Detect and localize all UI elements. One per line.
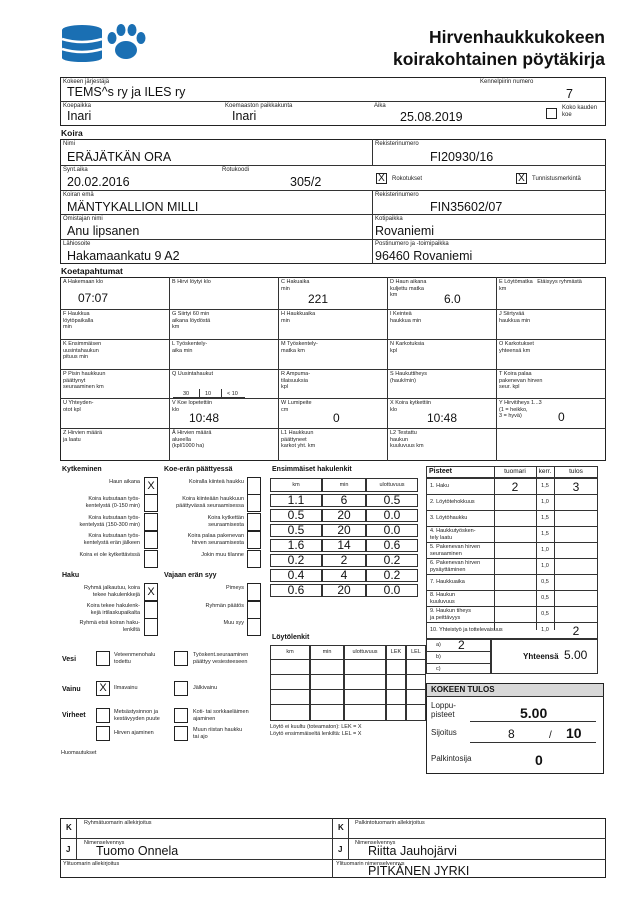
event-cell-value: 221 — [308, 292, 329, 306]
first-barks-value: 1.6 — [287, 538, 305, 552]
first-barks-value: 0.0 — [383, 508, 401, 522]
place-separator: / — [549, 730, 552, 741]
points-row-label: 3. Löytöhaukku — [430, 515, 468, 521]
event-cell[interactable] — [278, 398, 387, 428]
sub-b-label: b) — [436, 654, 441, 660]
event-cell-value: 0 — [333, 411, 340, 425]
event-cell[interactable] — [169, 428, 278, 461]
chief-judge-name: PITKÄNEN JYRKI — [368, 864, 470, 878]
event-cell[interactable] — [387, 369, 496, 398]
address-value: Hakamaankatu 9 A2 — [67, 249, 180, 263]
fullday-checkbox[interactable] — [546, 108, 557, 119]
event-cell-value: 07:07 — [78, 291, 109, 305]
first-barks-value: 0.6 — [287, 583, 305, 597]
event-cell[interactable] — [278, 339, 387, 369]
found-header: LEK — [390, 649, 402, 655]
koe_era-item-checkbox[interactable] — [247, 494, 261, 512]
vainu1-label: Ilmavainu — [114, 685, 138, 691]
group-name-label: Nimenselvennys — [84, 840, 125, 846]
found-column[interactable] — [310, 645, 344, 721]
found-header: ulottuvuus — [352, 649, 378, 655]
found-column[interactable] — [406, 645, 426, 721]
haku-title: Haku — [62, 572, 80, 579]
virhe2-checkbox[interactable] — [174, 708, 188, 723]
dam-value: MÄNTYKALLION MILLI — [67, 200, 199, 214]
event-cell-label: O Karkotukset yhteensä km — [499, 341, 534, 354]
event-cell-label: W Lumipeite cm — [281, 400, 312, 413]
koe_era-item-checkbox[interactable] — [247, 531, 261, 549]
kytkeminen-item-label: Koira kutsutaan työs- kentelystä (0-150 min) — [85, 496, 140, 509]
time-value: 25.08.2019 — [400, 110, 463, 124]
vesi1-checkbox[interactable] — [96, 651, 110, 666]
event-cell[interactable] — [60, 339, 169, 369]
event-cell[interactable] — [278, 369, 387, 398]
points-judge: 2 — [511, 480, 519, 494]
event-cell[interactable] — [387, 398, 496, 428]
points-row-label: 7. Haukkuaika — [430, 579, 465, 585]
event-cell-label: D Haun aikana kuljettu matka km — [390, 279, 427, 298]
points-result: 3 — [572, 480, 580, 494]
found-column[interactable] — [386, 645, 406, 721]
koe_era-item-label: Koira kytkettän seuraamisesta — [207, 515, 244, 528]
vajaan-item-label: Pimeys — [225, 585, 244, 591]
event-cell[interactable] — [496, 309, 605, 339]
virheet-label: Virheet — [62, 712, 86, 719]
prize-label: Palkintosija — [431, 754, 472, 763]
q-tick: 10 — [205, 391, 212, 397]
koe_era-item-label: Koira palaa pakenevan hirven seuraamisesta — [187, 533, 244, 546]
kytkeminen-title: Kytkeminen — [62, 466, 102, 473]
points-row-label: 6. Pakenevan hirven pysäyttäminen — [430, 560, 481, 573]
sub-a-label: a) — [436, 642, 441, 648]
first-barks-value: 1.1 — [287, 493, 305, 507]
event-cell-label: M Työskentely- matka km — [281, 341, 318, 354]
vajaan-item-checkbox[interactable] — [247, 618, 261, 636]
prize-judge-name: Riitta Jauhojärvi — [368, 844, 457, 858]
event-cell-label: H Haukkuaika min — [281, 311, 316, 324]
vainu1-checkbox[interactable]: X — [96, 681, 110, 696]
points-row-label: 1. Haku — [430, 483, 449, 489]
event-cell[interactable] — [496, 369, 605, 398]
total-value: 5.00 — [564, 648, 588, 662]
dog-section-title: Koira — [61, 128, 83, 138]
first-barks-value: 0.2 — [383, 553, 401, 567]
address-label: Lähiosoite — [63, 241, 91, 247]
kytkeminen-item-checkbox[interactable] — [144, 513, 158, 531]
event-cell[interactable] — [60, 398, 169, 428]
points-row-label: 8. Haukun kuuluvuus — [430, 592, 456, 605]
event-cell-label: L2 Testattu haukun kuuluvuus km — [390, 430, 424, 449]
dog-reg-value: FI20930/16 — [430, 150, 494, 164]
haku-item-checkbox[interactable]: X — [144, 583, 158, 601]
first-barks-value: 0.5 — [287, 523, 305, 537]
first-barks-value: 0.0 — [383, 523, 401, 537]
dam-reg-label: Rekisterinumero — [375, 192, 419, 198]
points-row-label: 2. Löytötehokkuus — [430, 499, 475, 505]
place-value: 8 — [508, 727, 515, 741]
chief-name-label: Ylituomarin nimenselvennys — [336, 861, 405, 867]
first-barks-value: 0.0 — [383, 583, 401, 597]
event-cell[interactable] — [169, 339, 278, 369]
points-coef: 1,5 — [541, 531, 549, 537]
points-coef: 1,0 — [541, 627, 549, 633]
event-cell[interactable] — [496, 277, 605, 309]
fullday-label: Koko kauden koe — [562, 105, 598, 118]
chief-sign-label: Ylituomarin allekirjoitus — [63, 861, 120, 867]
kytkeminen-item-label: Haun aikana — [109, 479, 140, 485]
koe_era-item-label: Jokin muu tilanne — [201, 552, 244, 558]
event-cell[interactable] — [278, 277, 387, 309]
first-barks-value: 2 — [340, 553, 348, 567]
kytkeminen-item-checkbox[interactable] — [144, 550, 158, 568]
event-cell-label: V Koe lopetettiin klo — [172, 400, 213, 413]
kytkeminen-item-label: Koira ei ole kytkettävissä — [79, 552, 140, 558]
koe_era-item-checkbox[interactable] — [247, 477, 261, 495]
vajaan-item-label: Ryhmän päätös — [205, 603, 244, 609]
idmark-label: Tunnistusmerkintä — [532, 176, 581, 182]
first-barks-value: 0.4 — [287, 568, 305, 582]
event-cell-value: 6.0 — [444, 292, 461, 306]
event-cell-label: C Hakuaika min — [281, 279, 310, 292]
event-cell[interactable] — [60, 309, 169, 339]
first-barks-header: km — [292, 482, 300, 488]
found-title: Löytölenkit — [272, 634, 310, 641]
kytkeminen-item-label: Koira kutsutaan työs- kentelystä erän jälkeen — [83, 533, 140, 546]
first-barks-value: 0.5 — [383, 493, 401, 507]
virhe4-checkbox[interactable] — [174, 726, 188, 741]
group-sign-label: Ryhmätuomarin allekirjoitus — [84, 820, 152, 826]
points-coef: 1,5 — [541, 515, 549, 521]
first-barks-value: 6 — [340, 493, 348, 507]
vesi2-label: Työskent.seuraaminen päättyy vesiesteeseen — [193, 652, 249, 665]
events-section-title: Koetapahtumat — [61, 266, 123, 276]
event-cell-label: G Siirtyi 60 min aikana löydöstä km — [172, 311, 211, 330]
vainu-label: Vainu — [62, 686, 81, 693]
group-k-letter: K — [66, 823, 72, 832]
virhe4-label: Muun riistan haukku tai ajo — [193, 727, 243, 740]
final-points-label: Loppu- pisteet — [431, 701, 456, 719]
vaccination-checkbox[interactable]: X — [376, 173, 387, 184]
first-barks-value: 0.2 — [287, 553, 305, 567]
virhe1-label: Metsästysinnon ja kestävyyden puute — [114, 709, 160, 722]
dog-name-value: ERÄJÄTKÄN ORA — [67, 150, 172, 164]
event-cell[interactable] — [387, 428, 496, 461]
event-cell-label: K Ensimmäisen uusintahaukun pituus min — [63, 341, 102, 360]
event-cell-label: E Löytömatka Etäisyys ryhmästä km — [499, 279, 582, 292]
prize-sign-label: Palkintotuomarin allekirjoitus — [355, 820, 425, 826]
kytkeminen-item-checkbox[interactable] — [144, 531, 158, 549]
first-barks-header: min — [339, 482, 349, 488]
birth-value: 20.02.2016 — [67, 175, 130, 189]
sub-a-value: 2 — [458, 638, 465, 652]
points-coef: 0,5 — [541, 611, 549, 617]
kytkeminen-item-checkbox[interactable]: X — [144, 477, 158, 495]
found-column[interactable] — [344, 645, 386, 721]
event-cell-label: Q Uusintahaukut — [172, 371, 213, 377]
place-label: Sijoitus — [431, 728, 457, 737]
home-value: Rovaniemi — [375, 224, 435, 238]
event-cell[interactable] — [387, 339, 496, 369]
vainu2-label: Jälkivainu — [193, 685, 218, 691]
points-row-label: 9. Haukun tiheys ja peittävyys — [430, 608, 471, 621]
points-header: tuomari — [504, 468, 526, 475]
vesi-label: Vesi — [62, 656, 77, 663]
haku-item-label: Koira tekee hakulenk- kejä irtilaskupaikalta — [86, 603, 140, 616]
event-cell[interactable] — [496, 339, 605, 369]
first-barks-title: Ensimmäiset hakulenkit — [272, 466, 352, 473]
event-cell-label: L1 Haukkuun päättyneet karkot yht. km — [281, 430, 316, 449]
virhe1-checkbox[interactable] — [96, 708, 110, 723]
breed-value: 305/2 — [290, 175, 322, 189]
found-header: min — [322, 649, 332, 655]
prize-value: 0 — [535, 752, 543, 768]
koe-era-title: Koe-erän päättyessä — [164, 466, 233, 473]
event-cell[interactable] — [60, 369, 169, 398]
haku-item-label: Ryhmä etsii koiran haku- lenkiltä — [79, 620, 140, 633]
q-tick: < 10 — [227, 391, 238, 397]
event-cell-value: 10:48 — [189, 411, 220, 425]
municipality-label: Koemaaston paikkakunta — [225, 103, 293, 109]
prize-k-letter: K — [338, 823, 344, 832]
event-cell-label: A Hakemaan klo — [63, 279, 104, 285]
birth-label: Synt.aika — [63, 167, 88, 173]
event-cell-label: Y Hirvitiheys 1...3 (1 = heikko, 3 = hyvä) — [499, 400, 542, 419]
event-cell[interactable] — [278, 428, 387, 461]
total-label: Yhteensä — [523, 652, 559, 661]
event-cell-label: X Koira kytkettiin klo — [390, 400, 431, 413]
first-barks-value: 20 — [337, 523, 351, 537]
notes-label: Huomautukset — [61, 750, 97, 756]
group-judge-name: Tuomo Onnela — [96, 844, 179, 858]
title-line-2: koirakohtainen pöytäkirja — [392, 49, 605, 69]
logo — [60, 22, 148, 62]
first-barks-value: 14 — [337, 538, 351, 552]
vajaan-item-checkbox[interactable] — [247, 583, 261, 601]
event-cell-label: N Karkotuksia kpl — [390, 341, 425, 354]
organizer-value: TEMS^s ry ja ILES ry — [67, 85, 186, 99]
place-label: Koepaikka — [63, 103, 92, 109]
event-cell-label: L Työskentely- aika min — [172, 341, 208, 354]
points-header: Pisteet — [429, 468, 452, 475]
event-cell[interactable] — [60, 277, 169, 309]
event-cell[interactable] — [496, 398, 605, 428]
found-column[interactable] — [270, 645, 310, 721]
event-cell-label: F Haukkua löytöpaikalla min — [63, 311, 94, 330]
first-barks-value: 20 — [337, 583, 351, 597]
points-row-label: 10. Yhteistyö ja tottelevaisuus — [430, 627, 503, 633]
owner-value: Anu lipsanen — [67, 224, 140, 238]
points-result: 2 — [572, 624, 580, 638]
event-cell-label: B Hirvi löytyi klo — [172, 279, 211, 285]
postal-value: 96460 Rovaniemi — [375, 249, 473, 263]
event-cell-label: I Keinteä haukkua min — [390, 311, 422, 324]
points-coef: 1,0 — [541, 563, 549, 569]
owner-label: Omistajan nimi — [63, 216, 103, 222]
event-cell-label: Å Hirvien määrä alueella (kpl/1000 ha) — [172, 430, 212, 449]
haku-item-checkbox[interactable] — [144, 601, 158, 619]
koe_era-item-label: Koiralla kiinteä haukku — [188, 479, 244, 485]
points-row-label: 5. Pakenevan hirven seuraaminen — [430, 544, 481, 557]
final-points-value: 5.00 — [520, 705, 548, 721]
points-coef: 0,5 — [541, 595, 549, 601]
points-header: tulos — [569, 468, 583, 475]
virhe2-label: Koti- tai sorkkaeläimen ajaminen — [193, 709, 249, 722]
vajaan-item-checkbox[interactable] — [247, 601, 261, 619]
event-cell[interactable] — [278, 309, 387, 339]
event-cell-label: R Ampuma- tilaisuuksia kpl — [281, 371, 311, 390]
event-cell-label: J Siirtyvää haukkua min — [499, 311, 531, 324]
prize-name-label: Nimenselvennys — [355, 840, 396, 846]
event-cell-value: 10:48 — [427, 411, 458, 425]
vesi2-checkbox[interactable] — [174, 651, 188, 666]
event-cell-label: Z Hirvien määrä ja laatu — [63, 430, 103, 443]
dog-name-label: Nimi — [63, 141, 75, 147]
event-cell[interactable] — [387, 277, 496, 309]
prize-j-letter: J — [338, 845, 343, 854]
event-cell[interactable] — [169, 277, 278, 309]
group-j-letter: J — [66, 845, 71, 854]
district-label: Kennelpiirin numero — [480, 79, 534, 85]
points-coef: 0,5 — [541, 579, 549, 585]
koe_era-item-checkbox[interactable] — [247, 513, 261, 531]
points-coef: 1,5 — [541, 483, 549, 489]
koe_era-item-checkbox[interactable] — [247, 550, 261, 568]
dam-reg-value: FIN35602/07 — [430, 200, 503, 214]
vajaan-title: Vajaan erän syy — [164, 572, 217, 579]
kytkeminen-item-checkbox[interactable] — [144, 494, 158, 512]
event-cell-label: U Yhteyden- otot kpl — [63, 400, 94, 413]
first-barks-header: ulottuvuus — [379, 482, 405, 488]
event-cell[interactable] — [496, 428, 605, 461]
points-header: kerr. — [538, 468, 552, 475]
event-cell-label: S Haukuttiheys (hauk/min) — [390, 371, 427, 384]
result-title: KOKEEN TULOS — [431, 685, 495, 694]
first-barks-value: 0.5 — [287, 508, 305, 522]
breed-label: Rotukoodi — [222, 167, 250, 173]
municipality-value: Inari — [232, 109, 257, 123]
place-value: Inari — [67, 109, 92, 123]
q-tick: 30 — [183, 391, 190, 397]
time-label: Aika — [374, 103, 386, 109]
first-barks-value: 0.6 — [383, 538, 401, 552]
event-cell-label: T Koira palaa pakenevan hirven seur. kpl — [499, 371, 543, 390]
event-cell[interactable] — [169, 309, 278, 339]
database-paw-icon — [60, 22, 148, 62]
haku-item-checkbox[interactable] — [144, 618, 158, 636]
kytkeminen-item-label: Koira kutsutaan työs- kentelystä (150-300 min) — [79, 515, 140, 528]
found-header: LEL — [411, 649, 421, 655]
page-title — [393, 26, 605, 70]
event-cell[interactable] — [387, 309, 496, 339]
home-label: Kotipaikka — [375, 216, 403, 222]
virhe3-label: Hirven ajaminen — [114, 730, 154, 736]
title-line-1: Hirvenhaukkukokeen — [428, 27, 605, 47]
dam-label: Koiran emä — [63, 192, 94, 198]
first-barks-value: 4 — [340, 568, 348, 582]
points-coef: 1,0 — [541, 547, 549, 553]
points-coef: 1,0 — [541, 499, 549, 505]
place-of-value: 10 — [566, 725, 582, 741]
vajaan-item-label: Muu syy — [223, 620, 244, 626]
dog-reg-label: Rekisterinumero — [375, 141, 419, 147]
vainu2-checkbox[interactable] — [174, 681, 188, 696]
district-value: 7 — [566, 87, 573, 101]
event-cell[interactable] — [60, 428, 169, 461]
organizer-label: Kokeen järjestäjä — [63, 79, 110, 85]
found-note-2: Löytö ensimmäiseltä lenkiltä: LEL = X — [270, 731, 362, 737]
virhe3-checkbox[interactable] — [96, 726, 110, 741]
first-barks-value: 20 — [337, 508, 351, 522]
vesi1-label: Veteenmenohalu todettu — [114, 652, 156, 665]
event-cell-value: 0 — [558, 410, 565, 424]
vaccination-label: Rokotukset — [392, 176, 423, 182]
event-cell-label: P Pisin haukkuun päättynyt seuraaminen km — [63, 371, 106, 390]
idmark-checkbox[interactable]: X — [516, 173, 527, 184]
found-note-1: Löytö ei kuultu (toteamaton): LEK = X — [270, 724, 362, 730]
points-row-label: 4. Haukkutyösken- tely laatu — [430, 528, 476, 541]
haku-item-label: Ryhmä jalkautuu, koira tekee hakulenkkejä — [84, 585, 140, 598]
found-header: km — [286, 649, 294, 655]
event-cell[interactable] — [169, 398, 278, 428]
first-barks-value: 0.2 — [383, 568, 401, 582]
sub-c-label: c) — [436, 666, 441, 672]
postal-label: Postinumero ja -toimipaikka — [375, 241, 449, 247]
koe_era-item-label: Koira kiinteään haukkuun päättyvässä seuraamisessa — [176, 496, 244, 509]
